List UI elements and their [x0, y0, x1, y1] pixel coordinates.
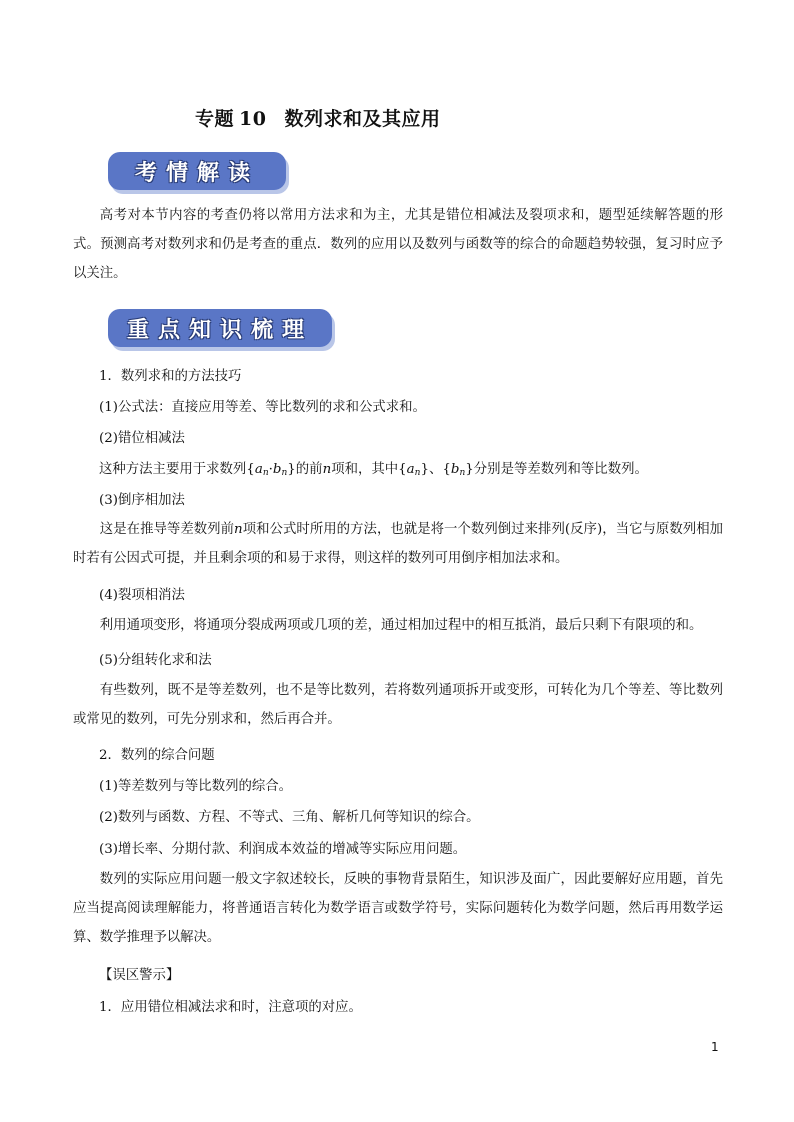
- intro-paragraph: 高考对本节内容的考查仍将以常用方法求和为主，尤其是错位相减法及裂项求和，题型延续解答题的形式。预测高考对数列求和仍是考查的重点．数列的应用以及数列与函数等的综合的命题趋势较强，复习时应予以关注。: [73, 208, 723, 281]
- banner-key-knowledge: 重点知识梳理: [108, 309, 332, 347]
- combo-2: (2)数列与函数、方程、不等式、三角、解析几何等知识的综合。: [99, 810, 480, 825]
- warning-item-1: 1．应用错位相减法求和时，注意项的对应。: [99, 1000, 362, 1015]
- title-number: 10: [239, 108, 267, 130]
- page-number: 1: [711, 1040, 719, 1054]
- warning-heading: 【误区警示】: [99, 968, 180, 983]
- section-2-heading: 2．数列的综合问题: [99, 748, 215, 763]
- method-formula: (1)公式法：直接应用等差、等比数列的求和公式求和。: [99, 400, 426, 415]
- method-2-text: 这种方法主要用于求数列$\{a_n\cdot b_n\}$的前n项和，其中$\{a_n\}$、$\{b_n\}$分别是等差数列和等比数列。: [99, 462, 648, 478]
- application-paragraph: 数列的实际应用问题一般文字叙述较长，反映的事物背景陌生，知识涉及面广，因此要解好应用题，首先应当提高阅读理解能力，将普通语言转化为数学语言或数学符号，实际问题转化为数学问题，然后再用数学运算、数学推理予以解决。: [73, 872, 723, 945]
- method-2-heading: (2)错位相减法: [99, 431, 185, 446]
- method-5-heading: (5)分组转化求和法: [99, 653, 212, 668]
- method-3-text: 这是在推导等差数列前n项和公式时所用的方法，也就是将一个数列倒过来排列(反序)，当它与原数列相加时若有公因式可提，并且剩余项的和易于求得，则这样的数列可用倒序相加法求和。: [73, 522, 724, 566]
- title-prefix: 专题: [195, 108, 235, 130]
- title-text: 数列求和及其应用: [284, 108, 441, 130]
- method-4-text: 利用通项变形，将通项分裂成两项或几项的差，通过相加过程中的相互抵消，最后只剩下有限项的和。: [99, 618, 703, 633]
- page-title: [195, 104, 440, 131]
- method-4-heading: (4)裂项相消法: [99, 588, 185, 603]
- method-3-heading: (3)倒序相加法: [99, 493, 185, 508]
- section-1-heading: 1．数列求和的方法技巧: [99, 369, 242, 384]
- combo-3: (3)增长率、分期付款、利润成本效益的增减等实际应用问题。: [99, 842, 467, 857]
- combo-1: (1)等差数列与等比数列的综合。: [99, 779, 293, 794]
- method-5-text: 有些数列，既不是等差数列，也不是等比数列，若将数列通项拆开或变形，可转化为几个等差、等比数列或常见的数列，可先分别求和，然后再合并。: [73, 683, 723, 727]
- banner-exam-analysis: 考情解读: [108, 152, 286, 190]
